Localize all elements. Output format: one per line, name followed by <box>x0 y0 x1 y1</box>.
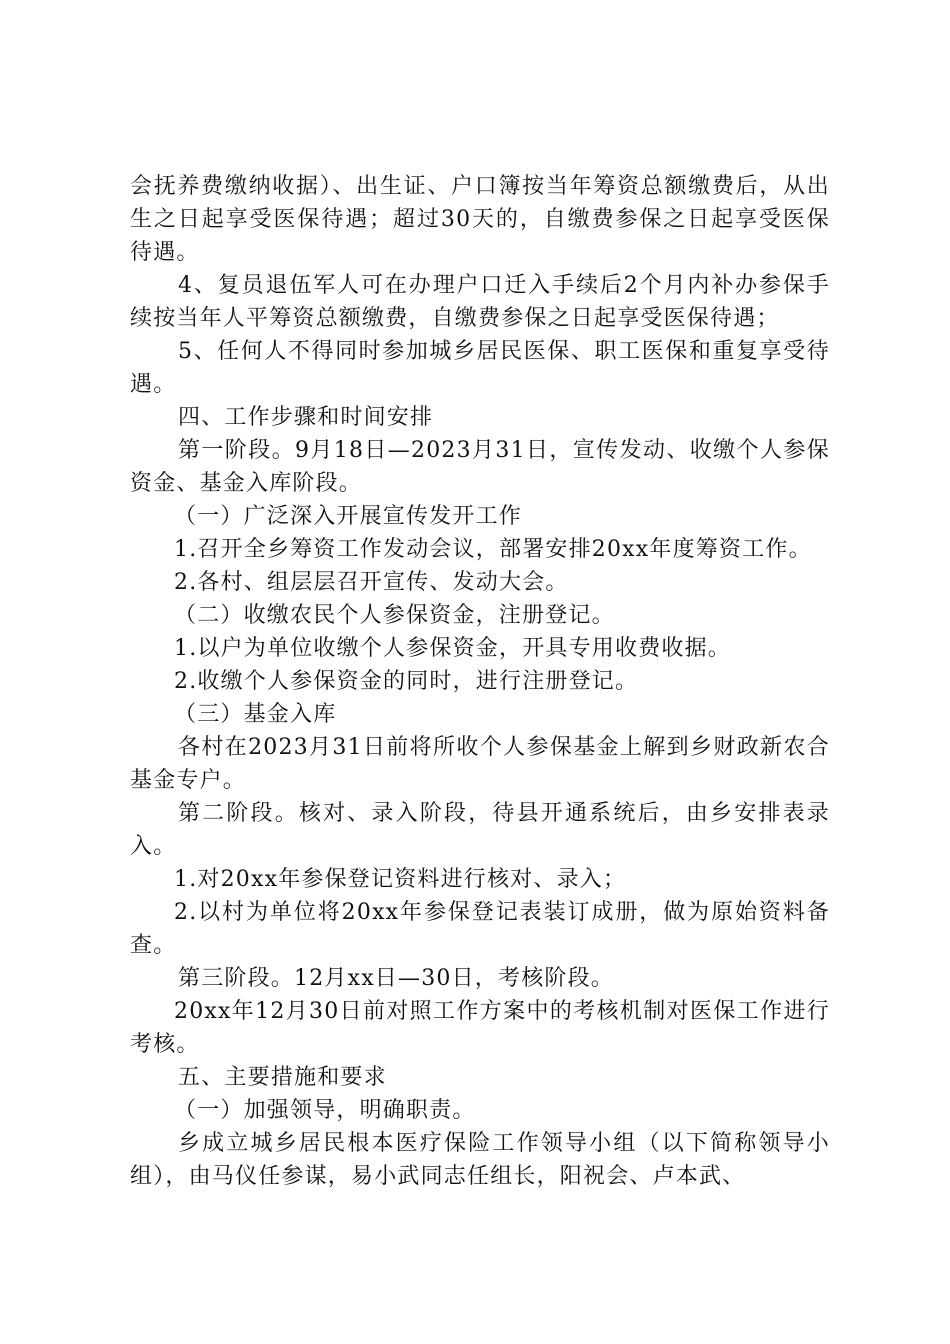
list-item: 1.对20xx年参保登记资料进行核对、录入； <box>174 867 627 892</box>
paragraph-item-5: 5、任何人不得同时参加城乡居民医保、职工医保和重复享受待遇。 <box>130 339 830 397</box>
subheading-3: （三）基金入库 <box>174 702 337 727</box>
paragraph-fund: 各村在2023月31日前将所收个人参保基金上解到乡财政新农合基金专户。 <box>130 735 830 793</box>
stage-three: 第三阶段。12月xx日—30日，考核阶段。 <box>178 966 615 991</box>
paragraph-continuation: 会抚养费缴纳收据）、出生证、户口簿按当年筹资总额缴费后，从出生之日起享受医保待遇；超过30天的，自缴费参保之日起享受医保待遇。 <box>130 174 830 265</box>
stage-two: 第二阶段。核对、录入阶段，待县开通系统后，由乡安排表录入。 <box>130 801 830 859</box>
list-item: 1.以户为单位收缴个人参保资金，开具专用收费收据。 <box>174 636 731 661</box>
list-item: 1.召开全乡筹资工作发动会议，部署安排20xx年度筹资工作。 <box>174 537 812 562</box>
stage-one: 第一阶段。9月18日—2023月31日，宣传发动、收缴个人参保资金、基金入库阶段。 <box>130 438 830 496</box>
list-item: 2.收缴个人参保资金的同时，进行注册登记。 <box>174 669 639 694</box>
paragraph-leadership: 乡成立城乡居民根本医疗保险工作领导小组（以下简称领导小组），由马仪任参谋，易小武同志任组长，阳祝会、卢本武、 <box>130 1131 830 1189</box>
paragraph-item-4: 4、复员退伍军人可在办理户口迁入手续后2个月内补办参保手续按当年人平筹资总额缴费，自缴费参保之日起享受医保待遇； <box>130 273 830 331</box>
document-body <box>130 170 830 1193</box>
list-item: 2.以村为单位将20xx年参保登记表装订成册，做为原始资料备查。 <box>130 900 830 958</box>
subheading-1: （一）广泛深入开展宣传发开工作 <box>174 504 523 529</box>
subheading-2: （二）收缴农民个人参保资金，注册登记。 <box>174 603 615 628</box>
paragraph-assessment: 20xx年12月30日前对照工作方案中的考核机制对医保工作进行考核。 <box>130 999 830 1057</box>
subheading-lead: （一）加强领导，明确职责。 <box>174 1098 476 1123</box>
list-item: 2.各村、组层层召开宣传、发动大会。 <box>174 570 569 595</box>
section-heading-4: 四、工作步骤和时间安排 <box>178 405 434 430</box>
section-heading-5: 五、主要措施和要求 <box>178 1065 387 1090</box>
